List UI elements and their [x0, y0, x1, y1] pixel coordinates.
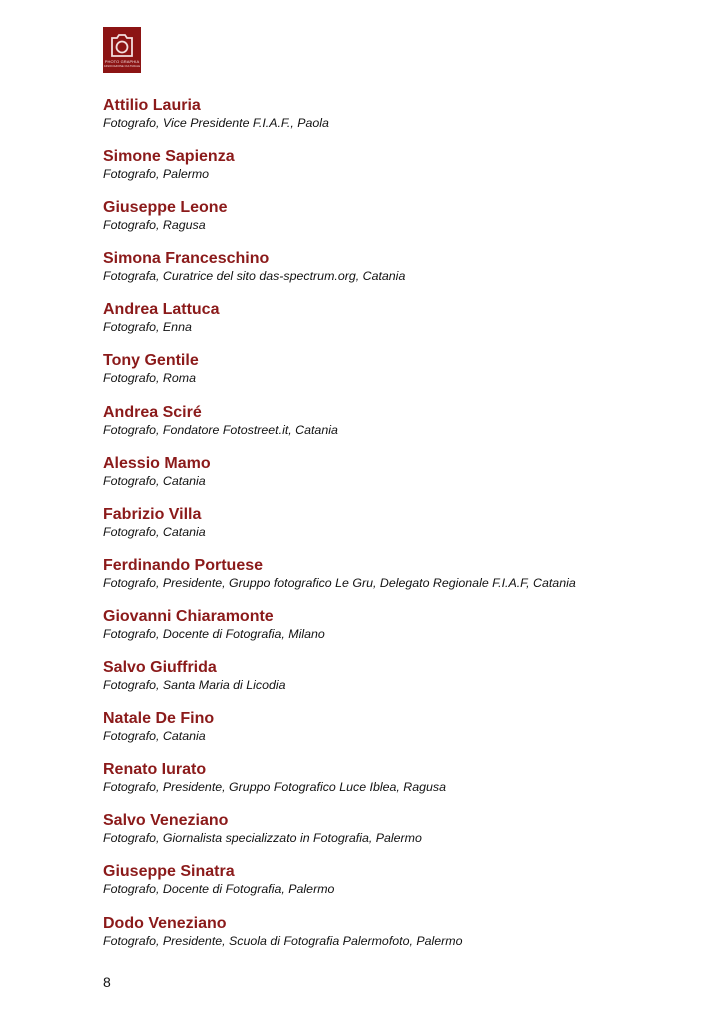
- person-role: Fotografo, Docente di Fotografia, Milano: [103, 626, 325, 641]
- list-item: [103, 250, 703, 301]
- list-item: [103, 557, 703, 608]
- list-item: [103, 199, 703, 250]
- person-role: Fotografo, Presidente, Gruppo Fotografico Luce Iblea, Ragusa: [103, 780, 447, 795]
- list-item: [103, 608, 703, 659]
- list-item: [103, 506, 703, 557]
- camera-icon: [108, 32, 136, 58]
- logo-subtext: ASSOCIAZIONE CULTURALE: [103, 65, 141, 68]
- person-role: Fotografa, Curatrice del sito das-spectrum.org, Catania: [103, 269, 406, 284]
- person-role: Fotografo, Docente di Fotografia, Palermo: [103, 882, 335, 897]
- person-role: Fotografo, Catania: [103, 524, 206, 539]
- person-role: Fotografo, Roma: [103, 371, 196, 386]
- person-name: Giuseppe Leone: [103, 199, 228, 217]
- list-item: [103, 148, 703, 199]
- person-role: Fotografo, Fondatore Fotostreet.it, Catania: [103, 422, 338, 437]
- list-item: [103, 352, 703, 403]
- person-name: Giuseppe Sinatra: [103, 863, 235, 881]
- logo: [103, 27, 141, 73]
- list-item: [103, 710, 703, 761]
- person-name: Fabrizio Villa: [103, 505, 202, 523]
- list-item: [103, 761, 703, 812]
- logo-text: PHOTO GRAPHIA: [104, 60, 140, 64]
- person-name: Renato Iurato: [103, 761, 207, 779]
- list-item: [103, 301, 703, 352]
- person-role: Fotografo, Catania: [103, 729, 206, 744]
- person-name: Natale De Fino: [103, 710, 215, 728]
- page-number: 8: [103, 974, 111, 990]
- list-item: [103, 455, 703, 506]
- person-name: Ferdinando Portuese: [103, 556, 264, 574]
- person-name: Andrea Lattuca: [103, 301, 220, 319]
- person-name: Dodo Veneziano: [103, 914, 227, 932]
- jury-list: [103, 97, 703, 966]
- list-item: [103, 97, 703, 148]
- list-item: [103, 863, 703, 914]
- list-item: [103, 812, 703, 863]
- person-role: Fotografo, Ragusa: [103, 218, 206, 233]
- person-name: Andrea Sciré: [103, 403, 202, 421]
- person-role: Fotografo, Vice Presidente F.I.A.F., Paola: [103, 116, 329, 130]
- person-name: Giovanni Chiaramonte: [103, 607, 274, 625]
- person-name: Simona Franceschino: [103, 250, 270, 268]
- person-role: Fotografo, Giornalista specializzato in Fotografia, Palermo: [103, 831, 422, 846]
- person-role: Fotografo, Presidente, Gruppo fotografico Le Gru, Delegato Regionale F.I.A.F, Catania: [103, 575, 576, 590]
- person-name: Alessio Mamo: [103, 454, 211, 472]
- person-role: Fotografo, Santa Maria di Licodia: [103, 678, 286, 693]
- person-name: Attilio Lauria: [103, 97, 201, 114]
- person-role: Fotografo, Enna: [103, 320, 192, 335]
- list-item: [103, 404, 703, 455]
- person-name: Salvo Giuffrida: [103, 659, 217, 677]
- person-name: Salvo Veneziano: [103, 812, 229, 830]
- person-role: Fotografo, Palermo: [103, 167, 210, 182]
- list-item: [103, 915, 703, 966]
- person-name: Tony Gentile: [103, 352, 199, 370]
- person-role: Fotografo, Catania: [103, 473, 206, 488]
- person-role: Fotografo, Presidente, Scuola di Fotografia Palermofoto, Palermo: [103, 933, 463, 948]
- list-item: [103, 659, 703, 710]
- person-name: Simone Sapienza: [103, 148, 235, 166]
